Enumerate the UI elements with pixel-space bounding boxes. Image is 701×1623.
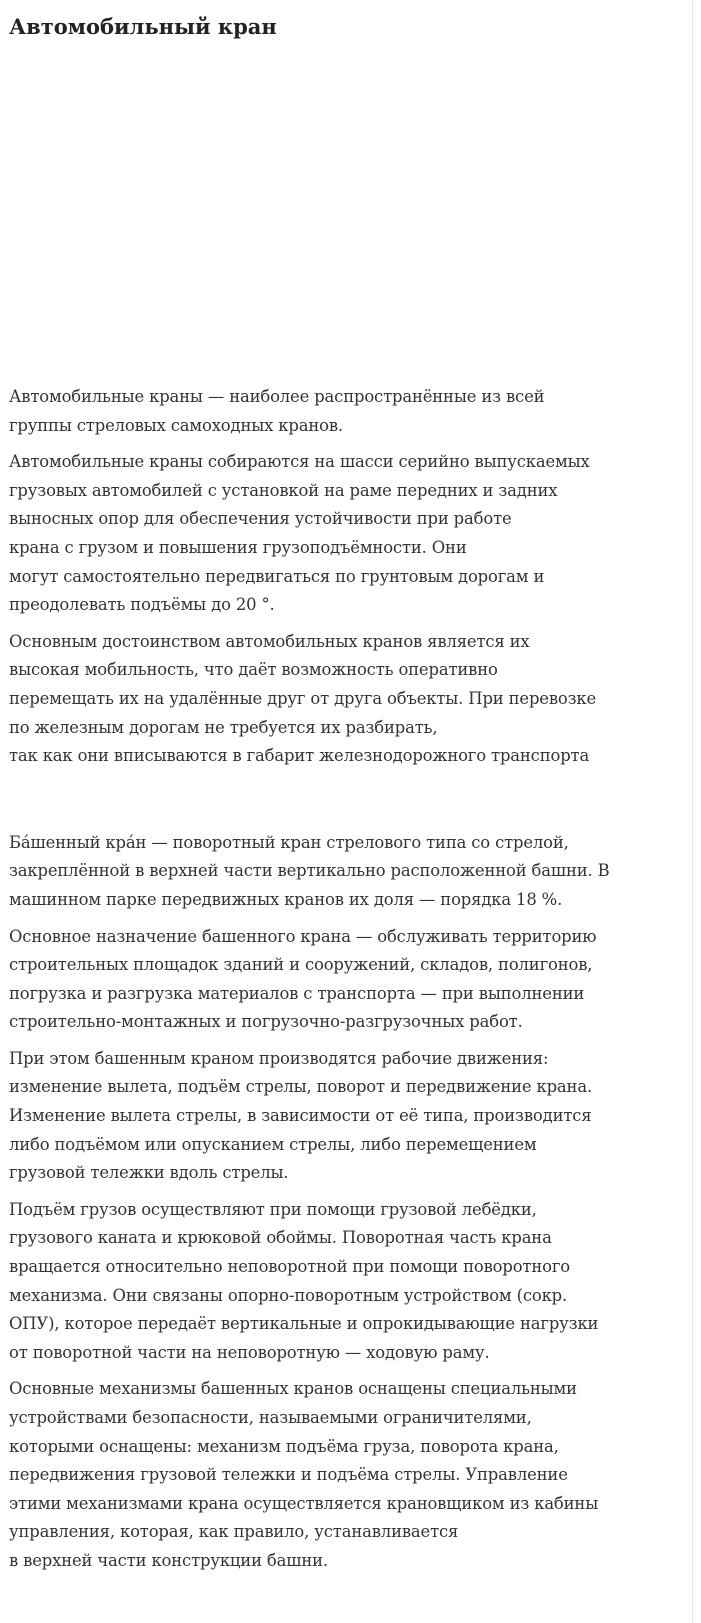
paragraph: При этом башенным краном производятся рабочие движения: изменение вылета, подъём стрелы, поворот и передвижение крана. Изменение вылета стрелы, в зависимости от её типа, производится либо подъёмом или опусканием стрелы, либо перемещением грузовой тележки вдоль стрелы. (9, 1048, 593, 1183)
paragraph: Автомобильные краны собираются на шасси серийно выпускаемых грузовых автомобилей с установкой на раме передних и задних выносных опор для обеспечения устойчивости при работе крана с грузом и повышения грузоподъёмности. Они могут самостоятельно передвигаться по грунтовым дорогам и преодолевать подъёмы до 20 °. (9, 452, 590, 615)
page-title: Автомобильный кран (9, 14, 277, 39)
paragraph: Ба́шенный кра́н — поворотный кран стрелового типа со стрелой, закреплённой в верхней части вертикально расположенной башни. В машинном парке передвижных кранов их доля — порядка 18 %. (9, 832, 610, 909)
paragraph: Основным достоинством автомобильных кранов является их высокая мобильность, что даёт возможность оперативно перемещать их на удалённые друг от друга объекты. При перевозке по железным дорогам не требуется их разбирать, так как они вписываются в габарит железнодорожного транспорта (9, 631, 597, 766)
paragraph: Основное назначение башенного крана — обслуживать территорию строительных площадок зданий и сооружений, складов, полигонов, погрузка и разгрузка материалов с транспорта — при выполнении строительно-монтажных и погрузочно-разгрузочных работ. (9, 926, 597, 1032)
paragraph: Подъём грузов осуществляют при помощи грузовой лебёдки, грузового каната и крюковой обоймы. Поворотная часть крана вращается относительно неповоротной при помощи поворотного механизма. Они связаны опорно-поворотным устройством (сокр. ОПУ), которое передаёт вертикальные и опрокидывающие нагрузки от поворотной части на неповоротную — ходовую раму. (9, 1199, 599, 1362)
paragraph: Основные механизмы башенных кранов оснащены специальными устройствами безопасности, называемыми ограничителями, которыми оснащены: механизм подъёма груза, поворота крана, передвижения грузовой тележки и подъёма стрелы. Управление этими механизмами крана осуществляется крановщиком из кабины управления, которая, как правило, устанавливается в верхней части конструкции башни. (9, 1379, 599, 1570)
paragraph: Автомобильные краны — наиболее распространённые из всей группы стреловых самоходных кранов. (9, 387, 545, 435)
article-body (9, 383, 681, 1584)
section-spacer (9, 779, 681, 829)
article-image-area (9, 56, 679, 376)
